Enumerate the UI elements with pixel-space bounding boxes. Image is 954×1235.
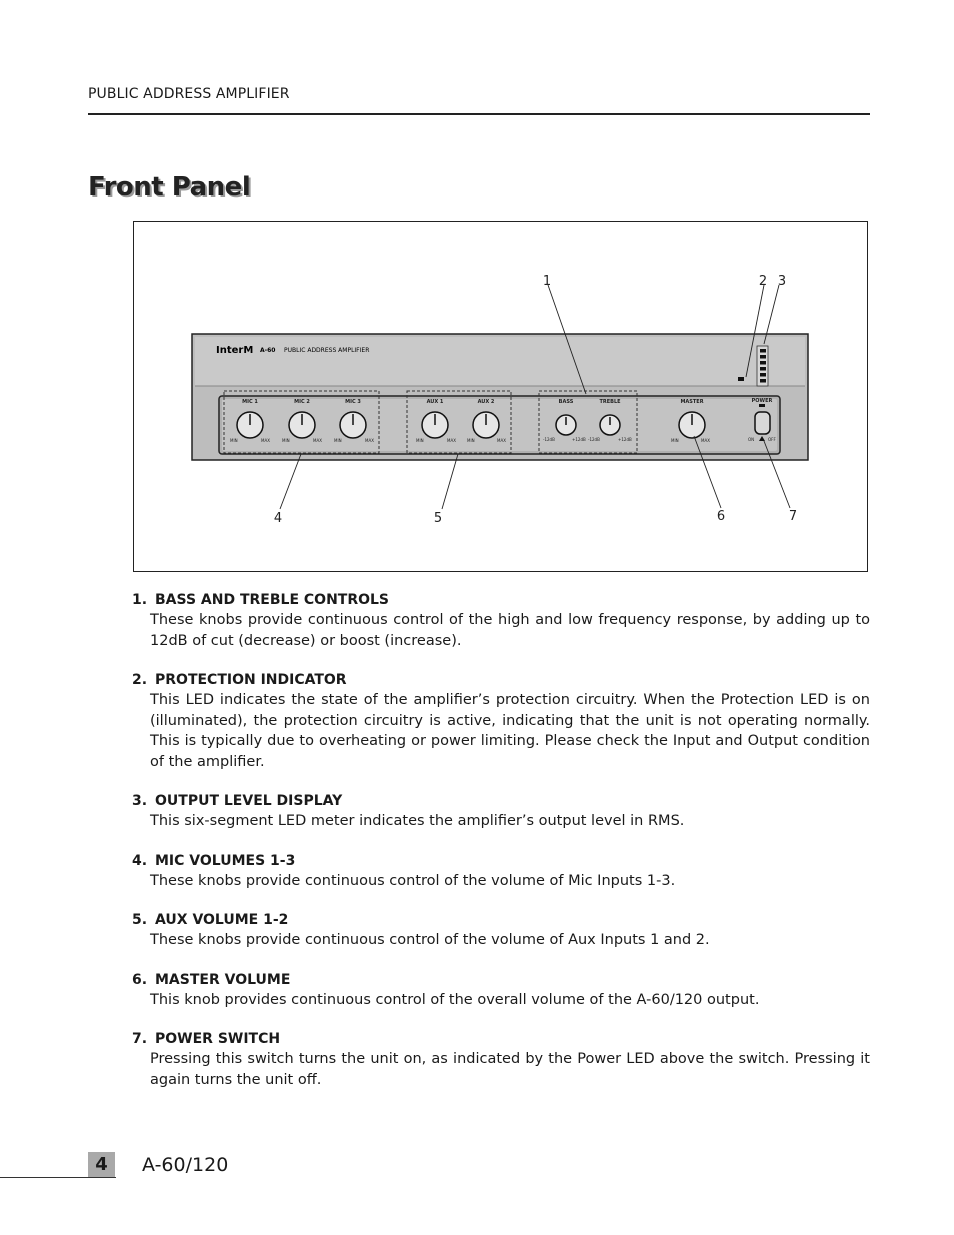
front-panel-diagram bbox=[134, 222, 869, 573]
callout-6: 6 bbox=[716, 509, 726, 524]
mic1-max: MAX bbox=[261, 438, 270, 443]
list-item bbox=[132, 670, 870, 772]
item-description: These knobs provide continuous control of the high and low frequency response, by adding up to 12dB of cut (decrease) or boost (increase). bbox=[150, 612, 870, 649]
power-label: POWER bbox=[751, 398, 773, 404]
device-name: PUBLIC ADDRESS AMPLIFIER bbox=[284, 347, 370, 354]
item-title: 4. MIC VOLUMES 1-3 bbox=[132, 852, 296, 869]
callout-5: 5 bbox=[433, 511, 443, 526]
bass-plus: +12dB bbox=[572, 437, 586, 442]
bass-minus: -12dB bbox=[543, 437, 555, 442]
header-rule bbox=[88, 113, 870, 115]
mic3-min: MIN bbox=[334, 438, 342, 443]
mic1-label: MIC 1 bbox=[242, 399, 258, 405]
mic2-max: MAX bbox=[313, 438, 322, 443]
item-description: Pressing this switch turns the unit on, as indicated by the Power LED above the switch. Pressing it again turns the unit off. bbox=[150, 1051, 870, 1088]
aux1-max: MAX bbox=[447, 438, 456, 443]
master-min: MIN bbox=[671, 438, 679, 443]
item-description: This knob provides continuous control of the overall volume of the A-60/120 output. bbox=[150, 991, 760, 1008]
power-off: OFF bbox=[768, 437, 776, 442]
item-title: 2. PROTECTION INDICATOR bbox=[132, 672, 347, 688]
power-led bbox=[759, 404, 765, 407]
item-description: This LED indicates the state of the amplifier’s protection circuitry. When the Protection LED is on (illuminated), the protection circuitry is active, indicating that the unit is not operating normally. This is typically due to overheating or power limiting. Please check the Input and Output condition of the amplifier. bbox=[150, 692, 870, 770]
item-title: 5. AUX VOLUME 1-2 bbox=[132, 912, 289, 928]
list-item bbox=[132, 791, 870, 832]
aux2-min: MIN bbox=[467, 438, 475, 443]
list-item bbox=[132, 851, 870, 892]
running-header: PUBLIC ADDRESS AMPLIFIER bbox=[88, 86, 290, 102]
output-level-meter bbox=[757, 346, 768, 386]
front-panel-figure bbox=[133, 221, 868, 572]
callout-2: 2 bbox=[758, 274, 768, 289]
treble-plus: +12dB bbox=[618, 437, 632, 442]
treble-label: TREBLE bbox=[599, 399, 621, 405]
callout-3: 3 bbox=[777, 274, 787, 289]
list-item bbox=[132, 1029, 870, 1090]
section-title: Front Panel bbox=[88, 172, 251, 202]
list-item bbox=[132, 910, 870, 951]
page-number: 4 bbox=[88, 1152, 115, 1178]
list-item bbox=[132, 590, 870, 651]
power-on: ON bbox=[748, 437, 755, 442]
callout-1: 1 bbox=[542, 274, 552, 289]
mic2-min: MIN bbox=[282, 438, 290, 443]
brand-logo: InterM bbox=[216, 345, 254, 356]
item-title: 7. POWER SWITCH bbox=[132, 1031, 281, 1047]
aux2-max: MAX bbox=[497, 438, 506, 443]
mic3-label: MIC 3 bbox=[345, 399, 361, 405]
list-item bbox=[132, 970, 870, 1011]
treble-minus: -12dB bbox=[588, 437, 600, 442]
item-title: 6. MASTER VOLUME bbox=[132, 971, 291, 988]
footer-model: A-60/120 bbox=[142, 1154, 229, 1176]
item-list bbox=[132, 590, 870, 1109]
mic1-min: MIN bbox=[230, 438, 238, 443]
power-switch bbox=[755, 412, 770, 434]
callout-4: 4 bbox=[273, 511, 283, 526]
master-label: MASTER bbox=[680, 399, 704, 405]
footer-rule bbox=[0, 1177, 116, 1178]
item-title: 3. OUTPUT LEVEL DISPLAY bbox=[132, 793, 343, 809]
callout-7: 7 bbox=[788, 509, 798, 524]
model-label: A-60 bbox=[260, 347, 276, 354]
aux1-min: MIN bbox=[416, 438, 424, 443]
protection-led bbox=[738, 377, 744, 381]
item-description: This six-segment LED meter indicates the amplifier’s output level in RMS. bbox=[150, 813, 685, 829]
item-description: These knobs provide continuous control of the volume of Mic Inputs 1-3. bbox=[150, 872, 676, 889]
master-max: MAX bbox=[701, 438, 710, 443]
aux2-label: AUX 2 bbox=[477, 399, 495, 405]
mic2-label: MIC 2 bbox=[294, 399, 310, 405]
aux1-label: AUX 1 bbox=[426, 399, 444, 405]
upper-faceplate bbox=[195, 337, 805, 386]
item-title: 1. BASS AND TREBLE CONTROLS bbox=[132, 592, 390, 608]
mic3-max: MAX bbox=[365, 438, 374, 443]
bass-label: BASS bbox=[558, 399, 574, 405]
item-description: These knobs provide continuous control of the volume of Aux Inputs 1 and 2. bbox=[150, 932, 710, 948]
